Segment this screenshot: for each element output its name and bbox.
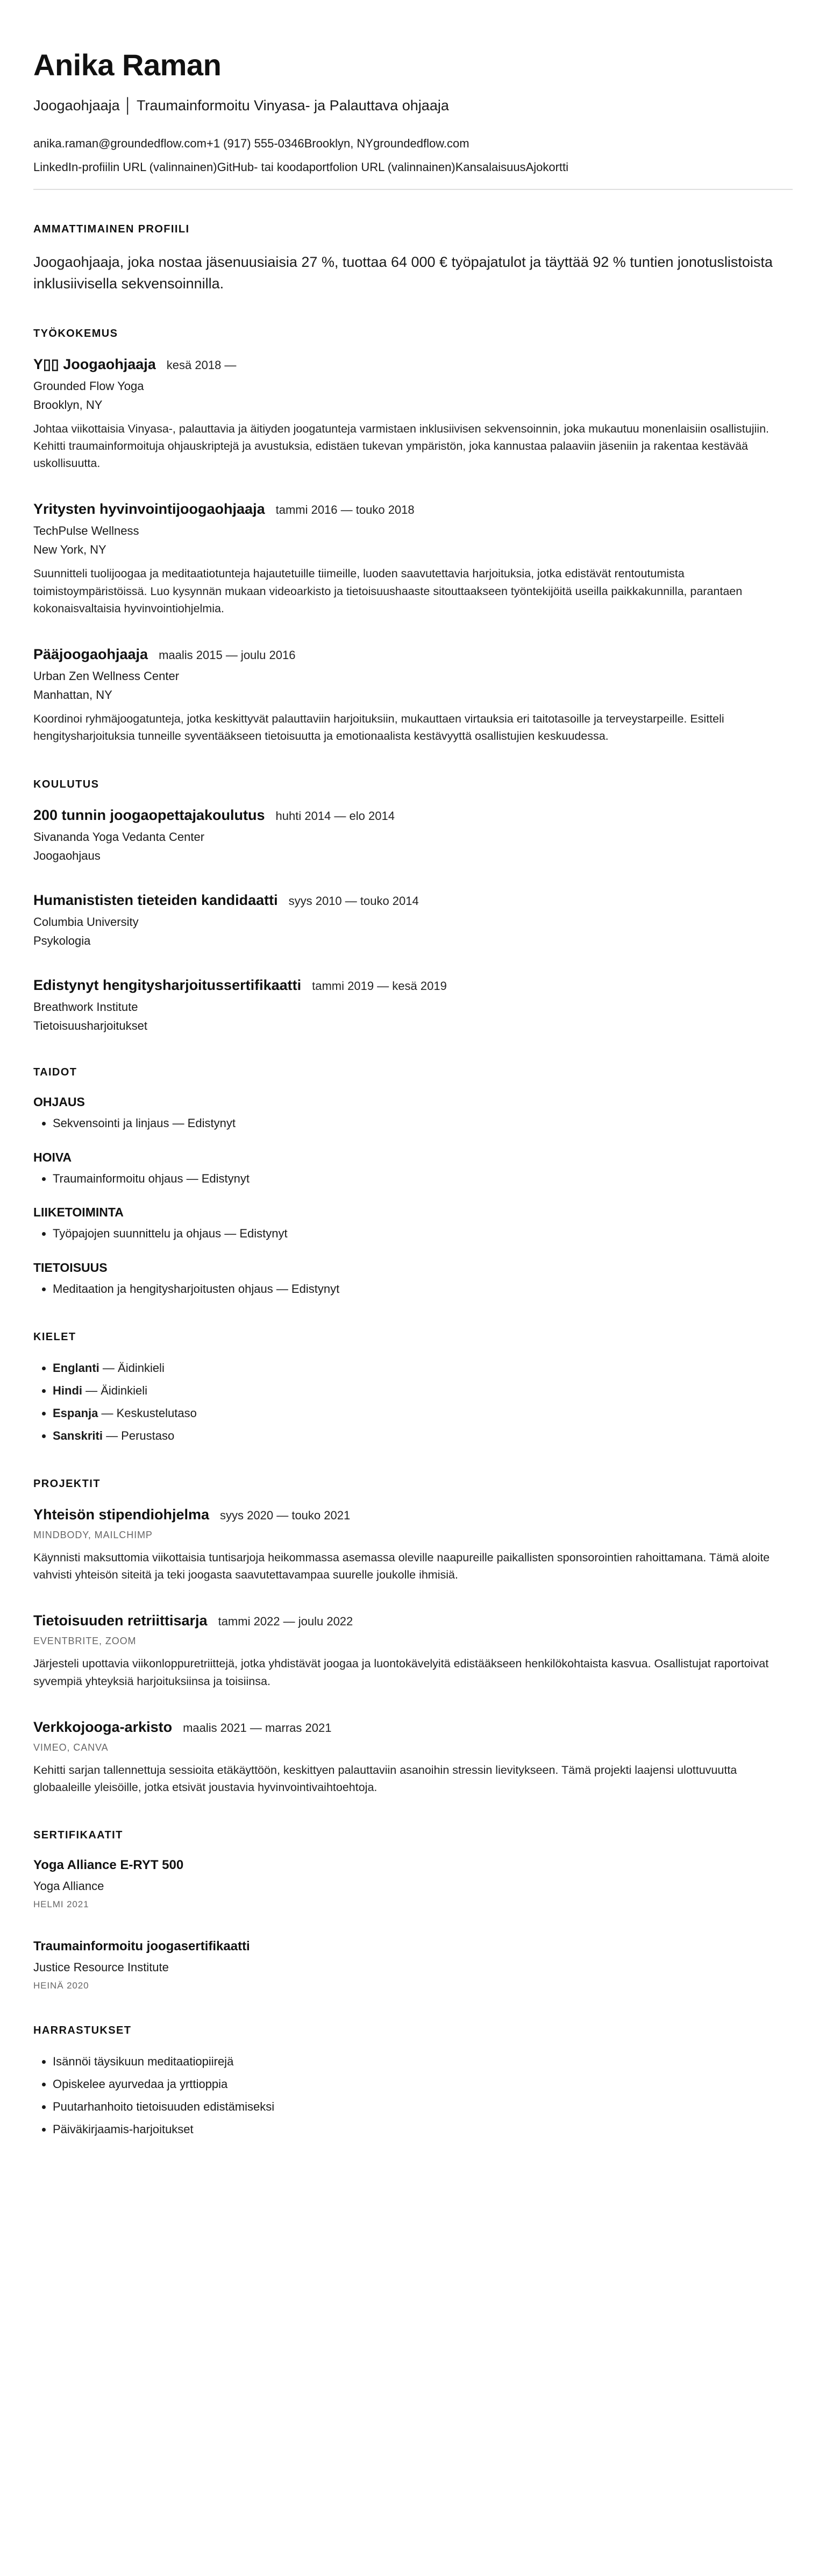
section-education — [33, 779, 793, 1033]
section-languages — [33, 1331, 793, 1445]
project-entry — [33, 1612, 793, 1690]
person-name: Anika Raman — [33, 48, 222, 82]
project-title: Yhteisön stipendiohjelma — [33, 1506, 210, 1523]
field-of-study: Joogaohjaus — [33, 848, 101, 862]
education-dates: tammi 2019 — kesä 2019 — [312, 979, 447, 993]
skill-list — [33, 1115, 793, 1132]
section-heading-hobbies: HARRASTUKSET — [33, 2025, 132, 2037]
degree-title: Edistynyt hengitysharjoitussertifikaatti — [33, 976, 302, 993]
skill-list — [33, 1225, 793, 1242]
language-item — [53, 1360, 793, 1377]
hobby-list — [33, 2053, 793, 2138]
certification-date: HELMI 2021 — [33, 1899, 89, 1910]
language-name: Englanti — [53, 1361, 99, 1375]
contact-line-primary — [33, 136, 793, 152]
hobby-item: • Opiskelee ayurvedaa ja yrttioppia — [53, 2076, 793, 2093]
contact-line-secondary — [33, 159, 793, 175]
skill-category — [33, 1150, 793, 1187]
skill-item: • Meditaation ja hengitysharjoitusten ohjaus — Edistynyt — [53, 1280, 793, 1298]
section-heading-certifications: SERTIFIKAATIT — [33, 1829, 123, 1842]
school-name: Sivananda Yoga Vedanta Center — [33, 830, 205, 844]
section-heading-languages: KIELET — [33, 1331, 76, 1343]
certification-title: Yoga Alliance E-RYT 500 — [33, 1858, 184, 1873]
section-profile — [33, 223, 793, 294]
certification-entry — [33, 1939, 793, 1991]
language-item — [53, 1382, 793, 1399]
language-level: — Äidinkieli — [86, 1384, 148, 1398]
job-location: Brooklyn, NY — [33, 398, 103, 412]
header-divider — [33, 189, 793, 190]
language-level: — Perustaso — [106, 1428, 175, 1442]
education-dates: syys 2010 — touko 2014 — [288, 894, 419, 908]
skill-category — [33, 1261, 793, 1298]
job-location: Manhattan, NY — [33, 688, 112, 702]
profile-text: Joogaohjaaja, joka nostaa jäsenuusiaisia 27 %, tuottaa 64 000 € työpajatulot ja täyttää 92 % tuntien jonotuslistoista inklusiivisella sekvensoinnilla. — [33, 254, 773, 292]
project-dates: tammi 2022 — joulu 2022 — [218, 1615, 353, 1629]
project-title-row — [33, 1506, 793, 1523]
hobby-item: • Päiväkirjaamis-harjoitukset — [53, 2121, 793, 2138]
job-dates: kesä 2018 — — [166, 358, 237, 372]
job-title: Y▯▯ Joogaohjaaja — [33, 356, 156, 372]
job-company: Grounded Flow Yoga — [33, 379, 144, 393]
certification-issuer: Yoga Alliance — [33, 1879, 104, 1893]
project-title: Tietoisuuden retriittisarja — [33, 1612, 208, 1629]
project-description: Kehitti sarjan tallennettuja sessioita etäkäyttöön, keskittyen palauttaviin asanoihin stressin lievitykseen. Tämä projekti laajensi ulottuvuutta globaaleille yleisöille, jotka etsivät joustavia hyvinvointivaihtoehtoja. — [33, 1763, 737, 1794]
section-skills — [33, 1066, 793, 1298]
skill-item: • Sekvensointi ja linjaus — Edistynyt — [53, 1115, 793, 1132]
language-name: Sanskriti — [53, 1428, 103, 1442]
language-item — [53, 1405, 793, 1422]
skill-item: • Traumainformoitu ohjaus — Edistynyt — [53, 1170, 793, 1187]
project-description: Järjesteli upottavia viikonloppuretriittejä, jotka yhdistävät joogaa ja luontokävelyitä edistääkseen henkilökohtaista kasvua. Osallistujat raportoivat syvempiä yhteyksiä harjoituksiinsa ja toisiinsa. — [33, 1657, 769, 1688]
skill-category-name: LIIKETOIMINTA — [33, 1205, 124, 1220]
person-headline: Joogaohjaaja │ Traumainformoitu Vinyasa- ja Palauttava ohjaaja — [33, 97, 449, 114]
job-description: Johtaa viikottaisia Vinyasa-, palauttavia ja äitiyden joogatunteja varmistaen inklusiivisen sekvensoinnin, joka mukautuu monenlaisiin osallistujiin. Kehitti traumainformoituja ohjauskriptejä ja avustuksia, edistäen tukevan ympäristön, joka kannustaa palaaviin jäseniin ja rakentaa kestävää uskollisuutta. — [33, 422, 770, 470]
certification-title: Traumainformoitu joogasertifikaatti — [33, 1939, 250, 1954]
email-text: anika.raman@groundedflow.com — [33, 137, 206, 150]
language-level: — Keskustelutaso — [101, 1406, 197, 1420]
skill-category-name: HOIVA — [33, 1150, 72, 1164]
skill-category-name: TIETOISUUS — [33, 1261, 108, 1275]
job-entry — [33, 501, 793, 617]
project-dates: maalis 2021 — marras 2021 — [183, 1721, 332, 1735]
section-heading-experience: TYÖKOKEMUS — [33, 327, 118, 339]
license-text: Ajokortti — [525, 160, 569, 174]
citizenship-text: Kansalaisuus — [455, 160, 526, 174]
skill-category — [33, 1205, 793, 1242]
section-heading-skills: TAIDOT — [33, 1066, 77, 1078]
language-list — [33, 1360, 793, 1445]
education-entry — [33, 977, 793, 1033]
certification-entry — [33, 1858, 793, 1910]
skill-category — [33, 1095, 793, 1132]
language-item — [53, 1427, 793, 1445]
section-hobbies — [33, 2025, 793, 2138]
job-company: Urban Zen Wellness Center — [33, 669, 180, 683]
job-dates: maalis 2015 — joulu 2016 — [159, 648, 296, 662]
website-text: groundedflow.com — [373, 137, 469, 150]
job-title-row — [33, 356, 793, 373]
location-text: Brooklyn, NY — [304, 137, 373, 150]
project-title-row — [33, 1719, 793, 1736]
section-projects — [33, 1478, 793, 1796]
education-entry — [33, 807, 793, 863]
school-name: Breathwork Institute — [33, 1000, 138, 1014]
job-entry — [33, 646, 793, 745]
certification-issuer: Justice Resource Institute — [33, 1961, 169, 1975]
project-title: Verkkojooga-arkisto — [33, 1718, 173, 1735]
section-heading-projects: PROJEKTIT — [33, 1477, 101, 1490]
section-certifications — [33, 1829, 793, 1991]
skill-category-name: OHJAUS — [33, 1094, 85, 1109]
linkedin-placeholder-text: LinkedIn-profiilin URL (valinnainen) — [33, 160, 217, 174]
language-name: Espanja — [53, 1406, 98, 1420]
education-dates: huhti 2014 — elo 2014 — [275, 809, 395, 823]
field-of-study: Tietoisuusharjoitukset — [33, 1018, 147, 1032]
project-dates: syys 2020 — touko 2021 — [220, 1508, 351, 1522]
degree-title: Humanististen tieteiden kandidaatti — [33, 891, 278, 908]
language-level: — Äidinkieli — [102, 1361, 165, 1375]
school-name: Columbia University — [33, 915, 139, 929]
skill-item: • Työpajojen suunnittelu ja ohjaus — Edistynyt — [53, 1225, 793, 1242]
hobby-item: • Puutarhanhoito tietoisuuden edistämiseksi — [53, 2098, 793, 2115]
job-title: Yritysten hyvinvointijoogaohjaaja — [33, 501, 265, 518]
job-title: Pääjoogaohjaaja — [33, 646, 148, 663]
education-title-row — [33, 892, 793, 909]
hobby-item: • Isännöi täysikuun meditaatiopiirejä — [53, 2053, 793, 2070]
project-tools: EVENTBRITE, ZOOM — [33, 1636, 137, 1647]
education-title-row — [33, 977, 793, 994]
section-experience — [33, 328, 793, 745]
degree-title: 200 tunnin joogaopettajakoulutus — [33, 806, 265, 823]
language-name: Hindi — [53, 1384, 82, 1398]
project-entry — [33, 1719, 793, 1796]
phone-text: +1 (917) 555-0346 — [206, 137, 304, 150]
skill-list — [33, 1170, 793, 1187]
job-description: Koordinoi ryhmäjoogatunteja, jotka keskittyvät palauttaviin harjoituksiin, mukauttaen virtauksia eri taitotasoille ja terveystarpeille. Esitteli hengitysharjoituksia tunneille syventääkseen tietoisuutta ja emotionaalista kestävyyttä osallistujien keskuudessa. — [33, 712, 724, 743]
github-placeholder-text: GitHub- tai koodaportfolion URL (valinnainen) — [217, 160, 455, 174]
job-description: Suunnitteli tuolijoogaa ja meditaatiotunteja hajautetuille tiimeille, luoden saavutettavia harjoituksia, jotka edistävät rentoutumista toimistoympäristöissä. Luo kysynnän mukaan videoarkisto ja tietoisuushaaste sitouttaakseen työntekijöitä useilla paikkakunnilla, parantaen kokonaisvaltaisia hyvinvointiohjelmia. — [33, 567, 743, 615]
field-of-study: Psykologia — [33, 933, 91, 947]
job-title-row — [33, 501, 793, 518]
job-entry — [33, 356, 793, 472]
job-title-row — [33, 646, 793, 663]
job-company: TechPulse Wellness — [33, 524, 139, 538]
resume-header — [33, 47, 793, 190]
education-entry — [33, 892, 793, 948]
project-tools: MINDBODY, MAILCHIMP — [33, 1529, 153, 1540]
section-heading-profile: AMMATTIMAINEN PROFIILI — [33, 223, 190, 236]
skill-list — [33, 1280, 793, 1298]
project-description: Käynnisti maksuttomia viikottaisia tuntisarjoja heikommassa asemassa oleville naapureille paikallisten sponsorointien rahoittamana. Tämä aloite vahvisti yhteisön siteitä ja teki joogasta saavutettavampaa suurelle joukolle ihmisiä. — [33, 1551, 770, 1582]
section-heading-education: KOULUTUS — [33, 778, 99, 790]
job-location: New York, NY — [33, 543, 106, 557]
education-title-row — [33, 807, 793, 824]
certification-date: HEINÄ 2020 — [33, 1980, 89, 1991]
project-tools: VIMEO, CANVA — [33, 1742, 109, 1753]
project-title-row — [33, 1612, 793, 1629]
project-entry — [33, 1506, 793, 1584]
job-dates: tammi 2016 — touko 2018 — [275, 503, 415, 517]
